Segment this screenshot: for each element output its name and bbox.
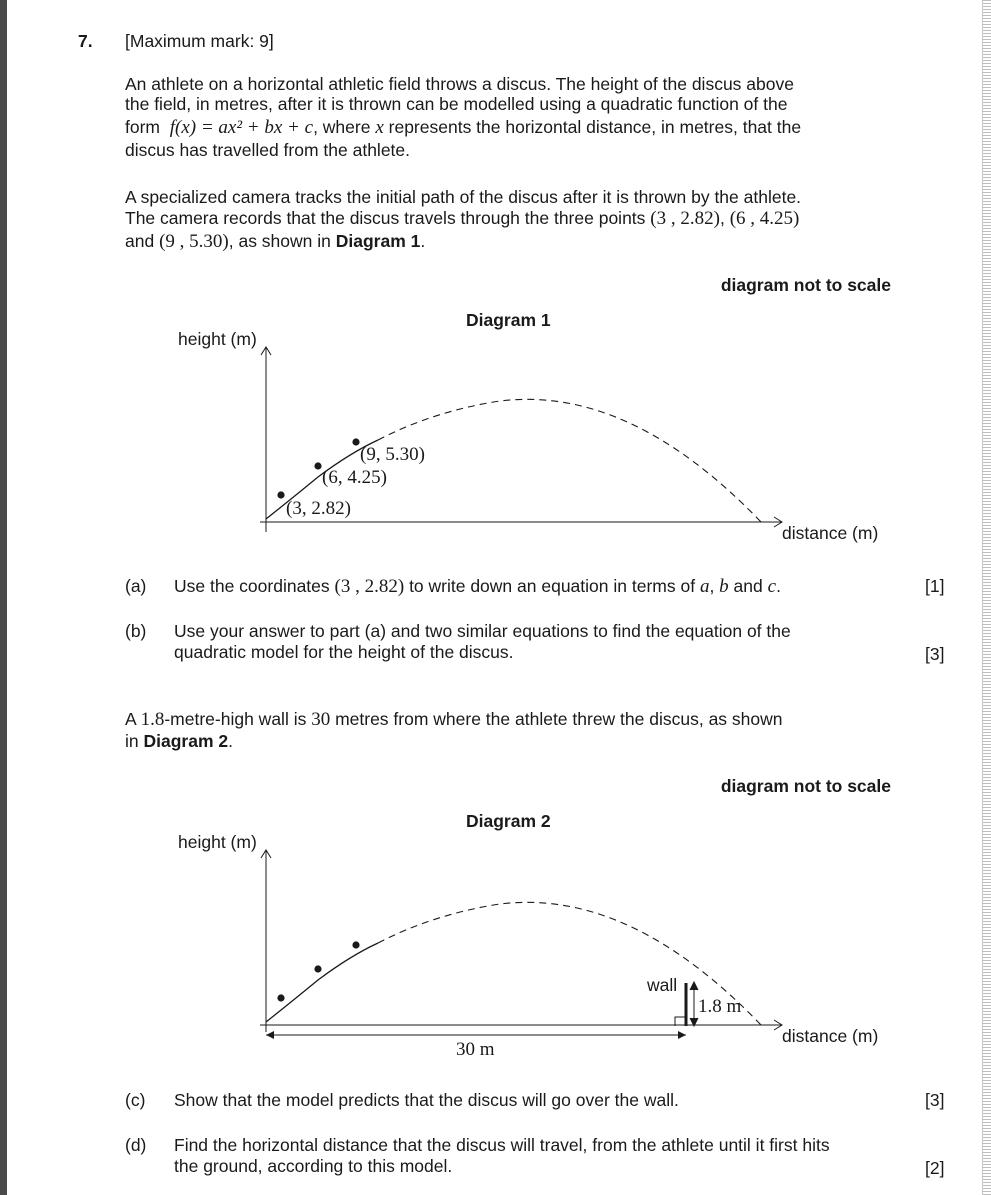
diagram2-wall-height-arrowhead-up xyxy=(690,982,698,990)
part-a-mark: [1] xyxy=(925,576,945,596)
diagram1-point-1-label: (3, 2.82) xyxy=(286,498,351,519)
point-1: (3 , 2.82) xyxy=(650,208,720,229)
intro-p1-line4: discus has travelled from the athlete. xyxy=(125,140,411,160)
intro-p1-line3 xyxy=(125,117,865,138)
part-a-pre: Use the coordinates xyxy=(174,576,330,596)
diagram2-graph xyxy=(170,828,900,1068)
diagram1-dashed-curve xyxy=(378,399,762,523)
part-a-coord: (3 , 2.82) xyxy=(334,576,405,597)
part-d-label: (d) xyxy=(125,1135,147,1155)
point-3: (9 , 5.30) xyxy=(159,231,229,252)
diagram1-graph xyxy=(170,325,900,550)
diagram2-point-2 xyxy=(314,965,321,972)
wall-text-height: 1.8 xyxy=(140,709,165,730)
intro-p1-line1: An athlete on a horizontal athletic field throws a discus. The height of the discus above xyxy=(125,74,794,94)
camera-records-text: The camera records that the discus travels through the three points xyxy=(125,208,646,228)
intro-p1-line2: the field, in metres, after it is thrown can be modelled using a quadratic function of the xyxy=(125,94,788,114)
part-a-text: Use the coordinates (3 , 2.82) to write down an equation in terms of a, b and c. xyxy=(174,576,781,597)
wall-text-a: A xyxy=(125,709,136,729)
part-d-line2: the ground, according to this model. xyxy=(174,1156,453,1176)
part-a-mid: to write down an equation in terms of xyxy=(409,576,696,596)
variable-x: x xyxy=(375,117,384,138)
page-left-border xyxy=(0,0,7,1195)
diagram1-point-3 xyxy=(352,438,359,445)
diagram2-solid-curve xyxy=(266,943,378,1022)
represents-text: represents the horizontal distance, in metres, that the xyxy=(388,117,802,137)
where-word: , where xyxy=(313,117,371,137)
part-d-line1: Find the horizontal distance that the discus will travel, from the athlete until it first hits xyxy=(174,1135,830,1155)
intro-p2-line1: A specialized camera tracks the initial path of the discus after it is thrown by the athlete. xyxy=(125,187,802,207)
and-word: and xyxy=(125,231,155,251)
wall-text-line2: in Diagram 2. xyxy=(125,731,233,751)
part-b-mark: [3] xyxy=(925,644,945,664)
point-2: (6 , 4.25) xyxy=(729,208,800,229)
function-formula: f(x) = ax² + bx + c xyxy=(169,117,314,138)
intro-p2-line3: and (9 , 5.30), as shown in Diagram 1. xyxy=(125,231,426,252)
diagram2-ref: Diagram 2 xyxy=(143,731,229,751)
diagram2-x-axis-label: distance (m) xyxy=(782,1026,879,1046)
diagram2-point-3 xyxy=(352,941,359,948)
part-a-var-a: a xyxy=(699,576,710,597)
as-shown-text: , as shown in xyxy=(228,231,331,251)
wall-text-in: in xyxy=(125,731,139,751)
diagram1-point-1 xyxy=(277,491,284,498)
diagram2-distance-label: 30 m xyxy=(456,1039,495,1060)
part-b-line1: Use your answer to part (a) and two similar equations to find the equation of the xyxy=(174,621,791,641)
diagram1-point-2-label: (6, 4.25) xyxy=(322,467,387,488)
diagram2-wall-label: wall xyxy=(647,975,678,995)
diagram1-point-3-label: (9, 5.30) xyxy=(360,444,425,465)
part-b-line2: quadratic model for the height of the discus. xyxy=(174,642,514,662)
wall-text-line1 xyxy=(125,709,865,730)
wall-text-mid2: metres from where the athlete threw the discus, as shown xyxy=(335,709,783,729)
diagram2-title: Diagram 2 xyxy=(466,811,551,831)
diagram1-y-axis-label: height (m) xyxy=(178,329,257,349)
intro-p2-line2: The camera records that the discus travels through the three points (3 , 2.82), (6 , 4.25) xyxy=(125,208,800,229)
question-number: 7. xyxy=(78,31,93,51)
part-a-label: (a) xyxy=(125,576,147,596)
diagram2-not-to-scale: diagram not to scale xyxy=(720,776,891,796)
diagram1-ref: Diagram 1 xyxy=(335,231,421,251)
part-a-var-c: c xyxy=(767,576,777,597)
diagram1-not-to-scale: diagram not to scale xyxy=(720,275,891,295)
wall-text-distance: 30 xyxy=(311,709,331,730)
diagram1-title: Diagram 1 xyxy=(466,310,551,330)
diagram2-distance-arrowhead-right xyxy=(678,1031,686,1039)
part-c-mark: [3] xyxy=(925,1090,945,1110)
part-c-label: (c) xyxy=(125,1090,146,1110)
part-b-label: (b) xyxy=(125,621,147,641)
part-a-var-b: b xyxy=(719,576,729,597)
part-c-text: Show that the model predicts that the discus will go over the wall. xyxy=(174,1090,679,1110)
diagram1-x-axis-label: distance (m) xyxy=(782,523,879,543)
max-mark: [Maximum mark: 9] xyxy=(125,31,274,51)
wall-text-mid1: -metre-high wall is xyxy=(164,709,307,729)
form-word: form xyxy=(125,117,160,137)
diagram2-wall-height-label: 1.8 m xyxy=(698,996,742,1017)
page-right-edge xyxy=(982,0,991,1195)
diagram2-distance-arrowhead-left xyxy=(266,1031,274,1039)
diagram2-y-axis-label: height (m) xyxy=(178,832,257,852)
part-a-and: and xyxy=(733,576,763,596)
diagram2-point-1 xyxy=(277,994,284,1001)
part-d-mark: [2] xyxy=(925,1158,945,1178)
diagram1-point-2 xyxy=(314,462,321,469)
